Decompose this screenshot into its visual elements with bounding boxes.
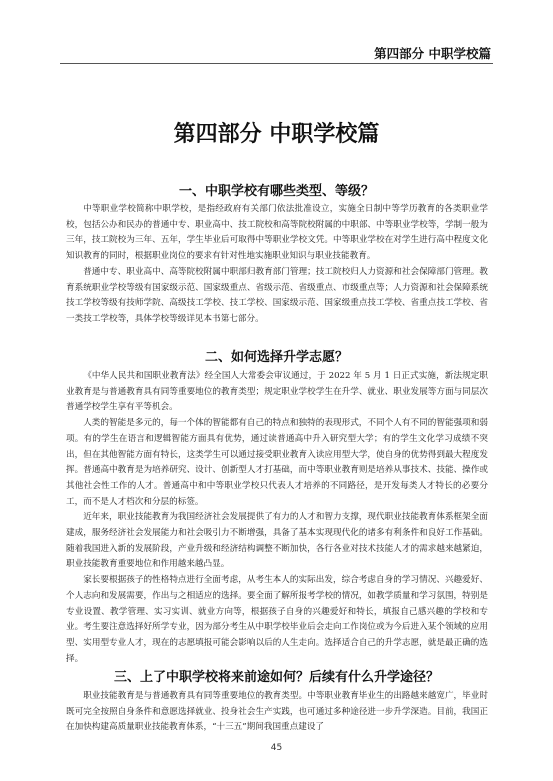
paragraph: 中等职业学校简称中职学校，是指经政府有关部门依法批准设立，实施全日制中等学历教育的各类职业学校，包括公办和民办的普通中专、职业高中、技工院校和高等院校附属的中职部、中等职业学校等，学制一般为三年，技工院校为三年、五年，学生毕业后可取得中等职业学校文凭。中等职业学校在对学生进行高中程度文化知识教育的同时，根据职业岗位的要求有针对性地实施职业知识与职业技能教育。 (66, 204, 488, 262)
paragraph: 普通中专、职业高中、高等院校附属中职部归教育部门管理；技工院校归人力资源和社会保障部门管理。教育系统职业学校等级有国家级示范、国家级重点、省级示范、省级重点、市级重点等；人力资源和社会保障系统技工学校等级有技师学院、高级技工学校、技工学校、国家级示范、国家级重点技工学校、省重点技工学校、省一类技工学校等，具体学校等级详见本书第七部分。 (66, 266, 488, 324)
paragraph: 职业技能教育是与普通教育具有同等重要地位的教育类型。中等职业教育毕业生的出路越来越宽广，毕业时既可完全按照自身条件和意愿选择就业、投身社会生产实践，也可通过多种途径进一步升学深造。目前，我国正在加快构建高质量职业技能教育体系，“十三五”期间我国重点建设了 (66, 691, 488, 733)
part-title: 第四部分 中职学校篇 (173, 121, 380, 147)
paragraph: 近年来，职业技能教育为我国经济社会发展提供了有力的人才和智力支撑，现代职业技能教育体系框架全面建成，服务经济社会发展能力和社会吸引力不断增强，具备了基本实现现代化的诸多有利条件和良好工作基础。随着我国进入新的发展阶段，产业升级和经济结构调整不断加快，各行各业对技术技能人才的需求越来越紧迫，职业技能教育重要地位和作用越来越凸显。 (66, 512, 488, 570)
running-head: 第四部分 中职学校篇 (374, 46, 491, 61)
page-number: 45 (270, 743, 283, 753)
section-heading-3: 三、上了中职学校将来前途如何？后续有什么升学途径？ (113, 670, 439, 685)
section-body-3 (66, 689, 488, 736)
paragraph: 《中华人民共和国职业教育法》经全国人大常委会审议通过，于 2022 年 5 月 1 日正式实施，新法规定职业教育是与普通教育具有同等重要地位的教育类型；规定职业学校学生在升学、就业、职业发展等方面与同层次普通学校学生享有平等机会。 (66, 371, 488, 413)
paragraph: 家长要根据孩子的性格特点进行全面考虑，从考生本人的实际出发，综合考虑自身的学习情况、兴趣爱好、个人志向和发展需要，作出与之相适应的选择。要全面了解所报考学校的情况，如教学质量和学习氛围，特别是专业设置、教学管理、实习实训、就业方向等，根据孩子自身的兴趣爱好和特长，填报自己感兴趣的学校和专业。考生要注意选择好所学专业，因为部分考生从中职学校毕业后会走向工作岗位或为今后进入某个领域的应用型、实用型专业人才，现在的志愿填报可能会影响以后的人生走向。选择适合自己的升学志愿，就是最正确的选择。 (66, 575, 488, 664)
section-heading-2: 二、如何选择升学志愿？ (204, 350, 348, 365)
section-heading-1: 一、中职学校有哪些类型、等级？ (178, 184, 374, 199)
section-body-1 (66, 202, 488, 328)
paragraph: 人类的智能是多元的，每一个体的智能都有自己的特点和独特的表现形式，不同个人有不同的智能强项和弱项。有的学生在语言和逻辑智能方面具有优势，通过读普通高中升入研究型大学；有的学生文化学习成绩不突出，但在其他智能方面有特长，这类学生可以通过接受职业教育入读应用型大学，使自身的优势得到最大程度发挥。普通高中教育是为培养研究、设计、创新型人才打基础，而中等职业教育则是培养从事技术、技能、操作或其他社会性工作的人才。普通高中和中等职业学校只代表人才培养的不同路径，是开发每类人才特长的必要分工，而不是人才档次和分层的标签。 (66, 418, 488, 507)
section-body-2 (66, 369, 488, 667)
header-rule (60, 63, 493, 64)
